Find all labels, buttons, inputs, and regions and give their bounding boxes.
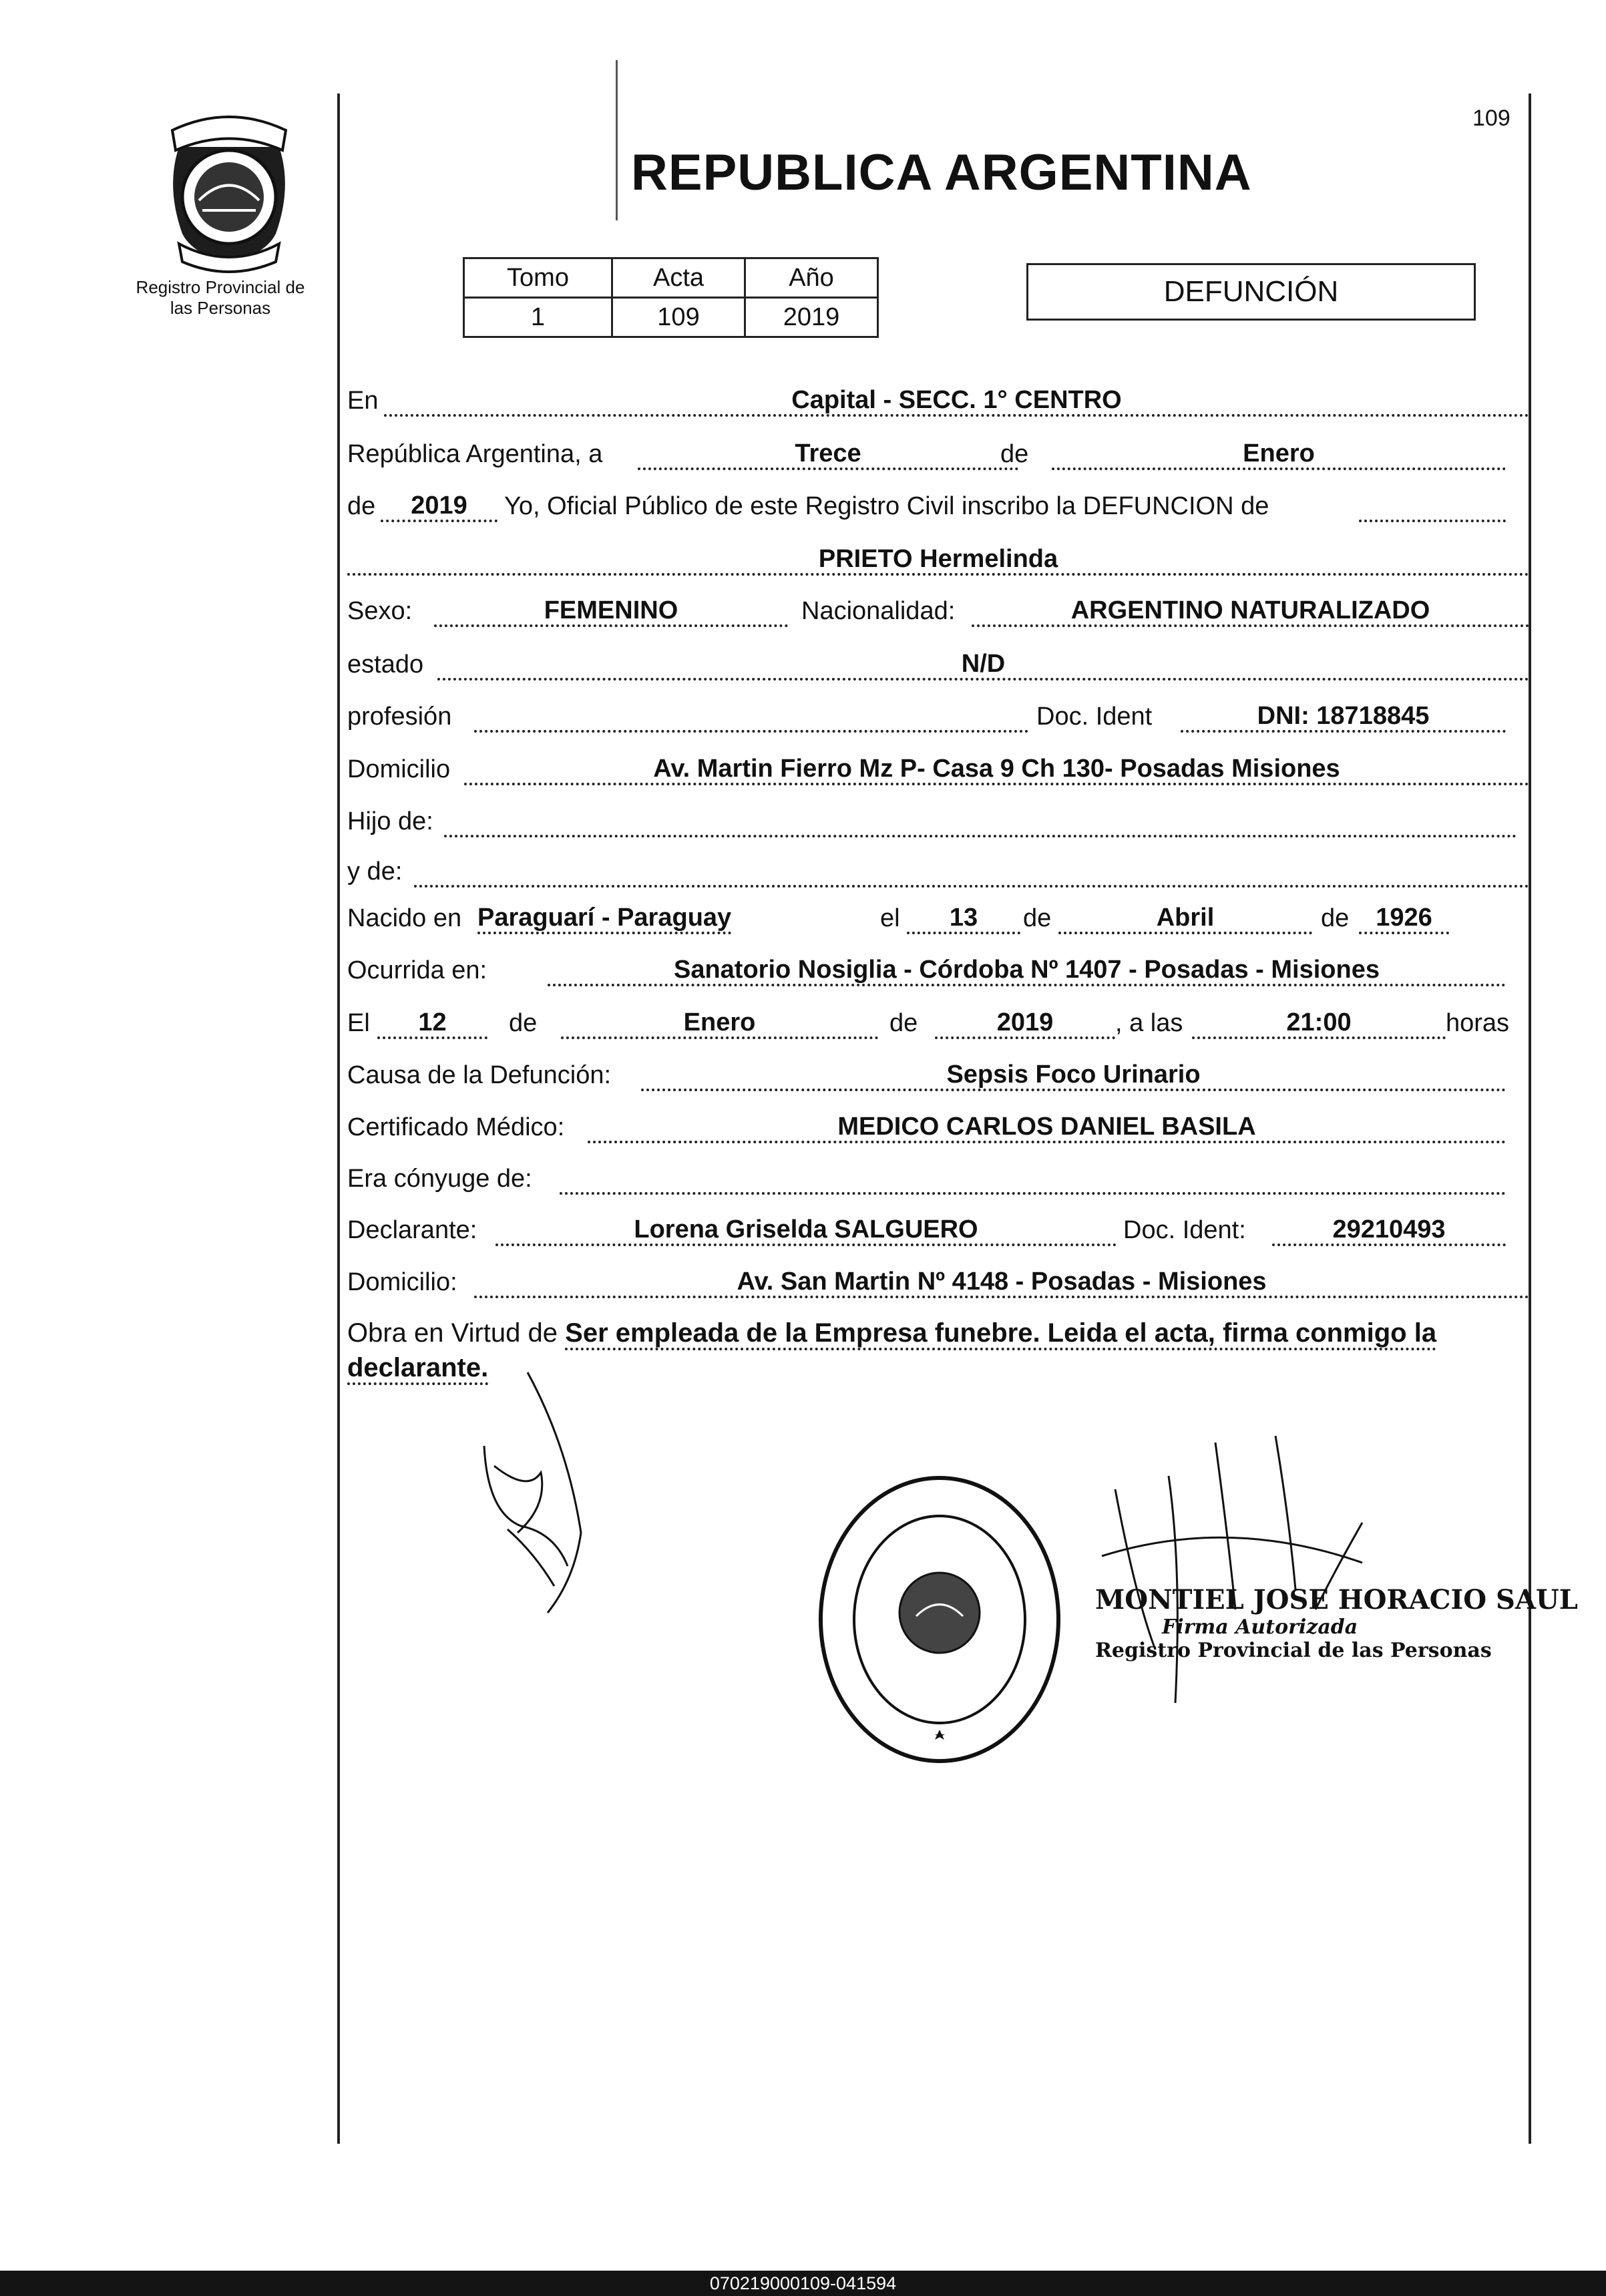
page-number: 109 — [1472, 106, 1511, 131]
left-margin-line — [337, 93, 340, 2144]
fold-mark — [616, 60, 618, 220]
fecha-label: República Argentina, a — [347, 440, 603, 468]
row-el — [347, 1010, 1529, 1043]
row-hijo-de — [347, 808, 1529, 841]
anio-text: Yo, Oficial Público de este Registro Civil inscribo la DEFUNCION de — [504, 492, 1269, 520]
domicilio-label: Domicilio — [347, 755, 451, 783]
declarante-value: Lorena Griselda SALGUERO — [495, 1217, 1117, 1246]
hijo-de-label: Hijo de: — [347, 807, 433, 835]
official-role: Firma Autorizada — [1162, 1615, 1358, 1639]
nacionalidad-label: Nacionalidad: — [801, 597, 956, 625]
provincial-seal — [152, 107, 306, 274]
row-declarante — [347, 1217, 1529, 1250]
row-causa — [347, 1062, 1529, 1095]
el-label: El — [347, 1009, 370, 1037]
nacido-place: Paraguarí - Paraguay — [477, 905, 731, 934]
declarant-signature — [467, 1366, 621, 1619]
footer-code: 070219000109-041594 — [0, 2271, 1606, 2296]
registry-caption-line-1: Registro Provincial de — [136, 277, 305, 297]
el-day: 12 — [377, 1010, 487, 1039]
nacido-day: 13 — [907, 905, 1020, 934]
nacido-year: 1926 — [1359, 905, 1449, 934]
row-domicilio — [347, 756, 1529, 789]
anio-value: 2019 — [745, 298, 878, 337]
registry-caption — [114, 277, 327, 319]
nacionalidad-value: ARGENTINO NATURALIZADO — [972, 598, 1529, 627]
row-fecha — [347, 441, 1529, 474]
y-de-value — [414, 858, 1529, 888]
en-label: En — [347, 387, 379, 415]
tomo-header: Tomo — [464, 258, 612, 298]
ocurrida-value: Sanatorio Nosiglia - Córdoba Nº 1407 - Posadas - Misiones — [548, 957, 1506, 986]
profesion-label: profesión — [347, 703, 452, 731]
acta-value: 109 — [612, 298, 745, 337]
row-anio — [347, 493, 1529, 526]
deceased-name: PRIETO Hermelinda — [347, 546, 1529, 576]
nacido-de2-label: de — [1321, 904, 1350, 932]
el-alas-label: , a las — [1115, 1009, 1183, 1037]
domicilio2-value: Av. San Martin Nº 4148 - Posadas - Misiones — [474, 1269, 1529, 1298]
row-sexo — [347, 598, 1529, 631]
certificado-label: Certificado Médico: — [347, 1113, 565, 1141]
conyuge-value — [560, 1165, 1506, 1195]
declarante-doc-value: 29210493 — [1272, 1217, 1506, 1246]
fecha-de-label: de — [1000, 440, 1029, 468]
hijo-de-value — [444, 808, 1179, 837]
el-de-label: de — [509, 1009, 538, 1037]
row-profesion — [347, 703, 1529, 737]
row-nombre — [347, 546, 1529, 580]
sexo-label: Sexo: — [347, 597, 413, 625]
el-year: 2019 — [935, 1010, 1115, 1039]
row-nacido — [347, 905, 1529, 938]
en-value: Capital - SECC. 1° CENTRO — [384, 387, 1529, 417]
estado-label: estado — [347, 650, 424, 679]
acta-header: Acta — [612, 258, 745, 298]
official-name: MONTIEL JOSE HORACIO SAUL — [1095, 1584, 1578, 1615]
obra-value: Ser empleada de la Empresa funebre. Leida el acta, firma conmigo la declarante. — [347, 1318, 1436, 1385]
causa-value: Sepsis Foco Urinario — [641, 1062, 1506, 1091]
el-horas-label: horas — [1446, 1009, 1510, 1037]
row-ocurrida — [347, 957, 1529, 990]
nacido-label: Nacido en — [347, 904, 462, 932]
hijo-de-blank — [1179, 808, 1516, 837]
official-org: Registro Provincial de las Personas — [1095, 1639, 1492, 1662]
sexo-value: FEMENINO — [434, 598, 788, 627]
obra-label: Obra en Virtud de — [347, 1318, 558, 1348]
doc-ident-label: Doc. Ident — [1036, 703, 1153, 731]
tomo-value: 1 — [464, 298, 612, 337]
profesion-value — [474, 703, 1028, 733]
domicilio2-label: Domicilio: — [347, 1268, 457, 1296]
row-certificado — [347, 1114, 1529, 1147]
causa-label: Causa de la Defunción: — [347, 1061, 612, 1089]
el-time: 21:00 — [1192, 1010, 1446, 1039]
nacido-el-label: el — [880, 904, 900, 932]
anio-trailing-blank — [1359, 493, 1506, 522]
estado-value: N/D — [437, 651, 1529, 681]
declarante-label: Declarante: — [347, 1216, 477, 1244]
nacido-month: Abril — [1058, 905, 1312, 934]
conyuge-label: Era cónyuge de: — [347, 1165, 532, 1193]
seal-text — [152, 107, 153, 108]
row-conyuge — [347, 1165, 1529, 1199]
official-signature — [1095, 1436, 1409, 1716]
declarante-doc-label: Doc. Ident: — [1123, 1216, 1246, 1244]
el-de2-label: de — [889, 1009, 918, 1037]
anio-header: Año — [745, 258, 878, 298]
certificado-value: MEDICO CARLOS DANIEL BASILA — [588, 1114, 1506, 1143]
el-month: Enero — [561, 1010, 878, 1039]
row-estado — [347, 651, 1529, 685]
row-en — [347, 387, 1529, 421]
anio-value: 2019 — [381, 493, 497, 522]
official-block — [1095, 1584, 1578, 1662]
domicilio-value: Av. Martin Fierro Mz P- Casa 9 Ch 130- Posadas Misiones — [464, 756, 1529, 785]
row-domicilio-declarante — [347, 1269, 1529, 1302]
fecha-month: Enero — [1052, 441, 1506, 470]
y-de-label: y de: — [347, 857, 403, 886]
ocurrida-label: Ocurrida en: — [347, 956, 487, 984]
row-y-de — [347, 858, 1529, 892]
registry-caption-line-2: las Personas — [170, 298, 271, 318]
page-title: REPUBLICA ARGENTINA — [631, 144, 1252, 201]
record-table — [463, 257, 879, 338]
registry-stamp — [816, 1473, 1063, 1766]
nacido-de-label: de — [1023, 904, 1052, 932]
anio-label: de — [347, 492, 376, 520]
doc-ident-value: DNI: 18718845 — [1181, 703, 1506, 733]
fecha-day: Trece — [638, 441, 1018, 470]
record-type-box: DEFUNCIÓN — [1026, 263, 1476, 321]
